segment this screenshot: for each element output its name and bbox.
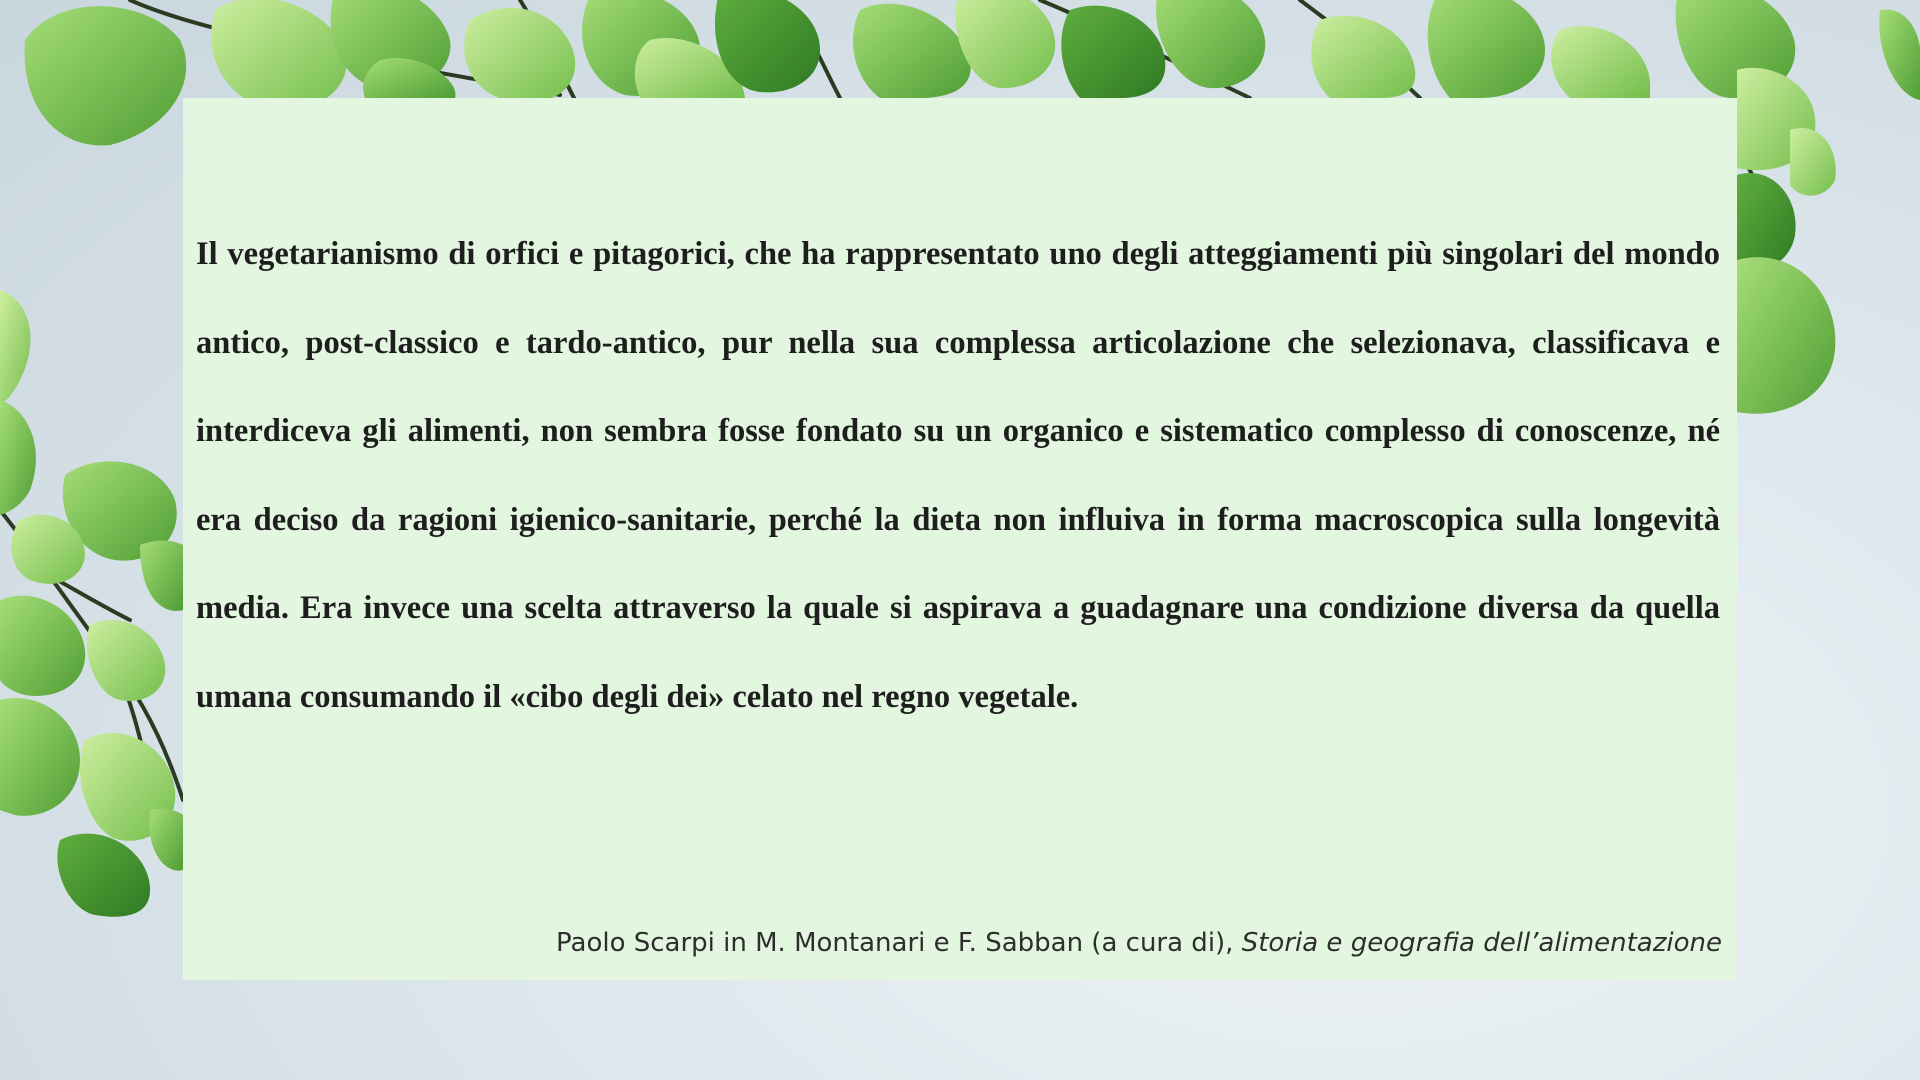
citation-book-title: Storia e geografia dell’alimentazione — [1241, 928, 1722, 958]
citation — [556, 928, 1722, 958]
citation-author: Paolo Scarpi in M. Montanari e F. Sabban (a cura di), — [556, 928, 1242, 958]
quote-card — [183, 98, 1737, 980]
quote-paragraph: Il vegetarianismo di orfici e pitagorici, che ha rappresentato uno degli atteggiamenti più singolari del mondo antico, post-classico e tardo-antico, pur nella sua complessa articolazione che selezionava, classificava e interdiceva gli alimenti, non sembra fosse fondato su un organico e sistematico complesso di conoscenze, né era deciso da ragioni igienico-sanitarie, perché la dieta non influiva in forma macroscopica sulla longevità media. Era invece una scelta attraverso la quale si aspirava a guadagnare una condizione diversa da quella umana consumando il «cibo degli dei» celato nel regno vegetale. — [196, 236, 1720, 715]
